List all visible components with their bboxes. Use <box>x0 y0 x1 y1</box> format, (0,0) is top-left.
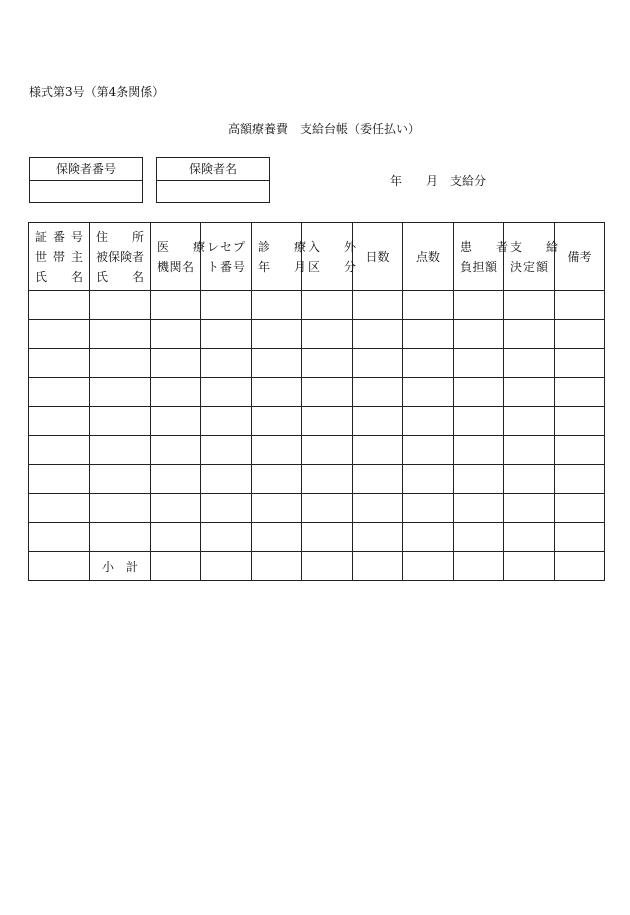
table-cell[interactable] <box>151 378 201 407</box>
insurer-number-label: 保険者番号 <box>30 158 142 181</box>
table-cell[interactable] <box>353 465 403 494</box>
table-cell[interactable] <box>403 552 454 581</box>
table-cell[interactable] <box>29 291 90 320</box>
table-cell[interactable] <box>454 349 504 378</box>
header-inpatient-outpatient: 入 外 区 分 <box>302 223 353 291</box>
table-cell[interactable] <box>201 320 252 349</box>
table-cell[interactable] <box>454 494 504 523</box>
table-cell[interactable] <box>201 378 252 407</box>
table-cell[interactable] <box>555 320 605 349</box>
table-cell[interactable] <box>201 494 252 523</box>
table-cell[interactable] <box>151 494 201 523</box>
table-cell[interactable] <box>252 349 302 378</box>
table-cell[interactable] <box>90 378 151 407</box>
table-cell[interactable] <box>29 523 90 552</box>
table-cell[interactable] <box>454 378 504 407</box>
table-cell[interactable] <box>302 436 353 465</box>
table-cell[interactable] <box>504 320 555 349</box>
table-cell[interactable] <box>353 523 403 552</box>
table-cell[interactable] <box>252 436 302 465</box>
table-cell[interactable] <box>151 552 201 581</box>
table-cell[interactable] <box>90 291 151 320</box>
table-cell[interactable] <box>201 407 252 436</box>
table-cell[interactable] <box>90 523 151 552</box>
header-points: 点数 <box>403 223 454 291</box>
table-cell[interactable] <box>252 291 302 320</box>
insurer-number-field[interactable] <box>30 181 142 203</box>
subtotal-row <box>29 552 605 581</box>
payment-ledger-table <box>28 222 605 581</box>
table-cell[interactable] <box>90 494 151 523</box>
table-cell[interactable] <box>302 523 353 552</box>
table-cell[interactable] <box>29 407 90 436</box>
table-cell[interactable] <box>302 320 353 349</box>
table-cell[interactable] <box>454 436 504 465</box>
header-patient-burden: 患 者 負担額 <box>454 223 504 291</box>
table-cell[interactable] <box>555 407 605 436</box>
table-cell[interactable] <box>555 494 605 523</box>
table-cell[interactable] <box>252 552 302 581</box>
table-cell[interactable] <box>252 494 302 523</box>
table-cell[interactable] <box>454 320 504 349</box>
table-cell[interactable] <box>151 465 201 494</box>
table-cell[interactable] <box>302 494 353 523</box>
table-cell[interactable] <box>454 552 504 581</box>
table-cell[interactable] <box>454 407 504 436</box>
table-cell[interactable] <box>555 523 605 552</box>
table-row <box>29 436 605 465</box>
table-cell[interactable] <box>403 291 454 320</box>
header-payment-amount: 支 給 決定額 <box>504 223 555 291</box>
table-cell[interactable] <box>504 465 555 494</box>
header-treatment-month: 診 療 年 月 <box>252 223 302 291</box>
table-cell[interactable] <box>454 523 504 552</box>
table-cell[interactable] <box>555 291 605 320</box>
table-cell[interactable] <box>353 407 403 436</box>
table-cell[interactable] <box>151 349 201 378</box>
table-cell[interactable] <box>29 349 90 378</box>
table-cell[interactable] <box>555 465 605 494</box>
table-cell[interactable] <box>29 494 90 523</box>
table-cell[interactable] <box>504 436 555 465</box>
subtotal-label: 小 計 <box>90 552 151 581</box>
table-cell[interactable] <box>151 320 201 349</box>
table-cell[interactable] <box>151 407 201 436</box>
table-cell[interactable] <box>302 378 353 407</box>
table-cell[interactable] <box>403 436 454 465</box>
table-cell[interactable] <box>252 465 302 494</box>
table-cell[interactable] <box>29 320 90 349</box>
table-cell[interactable] <box>403 320 454 349</box>
table-cell[interactable] <box>90 465 151 494</box>
table-cell[interactable] <box>353 436 403 465</box>
table-cell[interactable] <box>151 291 201 320</box>
table-row <box>29 407 605 436</box>
table-cell[interactable] <box>353 320 403 349</box>
table-cell[interactable] <box>403 407 454 436</box>
table-cell[interactable] <box>353 494 403 523</box>
table-cell[interactable] <box>90 407 151 436</box>
table-cell[interactable] <box>252 320 302 349</box>
document-title: 高額療養費 支給台帳（委任払い） <box>228 122 421 136</box>
table-cell[interactable] <box>403 349 454 378</box>
header-medical-institution: 医 療 機関名 <box>151 223 201 291</box>
table-cell[interactable] <box>504 523 555 552</box>
table-row <box>29 378 605 407</box>
table-cell[interactable] <box>90 349 151 378</box>
table-cell[interactable] <box>201 552 252 581</box>
header-certificate-number: 証 番 号 世 帯 主 氏 名 <box>29 223 90 291</box>
table-cell[interactable] <box>504 494 555 523</box>
table-cell[interactable] <box>252 378 302 407</box>
table-cell[interactable] <box>302 349 353 378</box>
insurer-number-box <box>29 157 143 203</box>
insurer-name-field[interactable] <box>157 181 269 203</box>
table-cell[interactable] <box>353 378 403 407</box>
table-cell[interactable] <box>403 378 454 407</box>
table-row <box>29 320 605 349</box>
table-cell[interactable] <box>454 291 504 320</box>
table-cell[interactable] <box>201 291 252 320</box>
table-cell[interactable] <box>504 291 555 320</box>
table-cell[interactable] <box>151 523 201 552</box>
header-remarks: 備考 <box>555 223 605 291</box>
table-row <box>29 349 605 378</box>
table-cell[interactable] <box>302 407 353 436</box>
table-cell[interactable] <box>353 291 403 320</box>
table-row <box>29 523 605 552</box>
table-cell[interactable] <box>201 523 252 552</box>
table-cell[interactable] <box>504 407 555 436</box>
table-cell[interactable] <box>403 465 454 494</box>
table-cell[interactable] <box>201 349 252 378</box>
table-cell[interactable] <box>403 523 454 552</box>
table-cell[interactable] <box>504 378 555 407</box>
table-cell[interactable] <box>504 349 555 378</box>
table-cell[interactable] <box>302 465 353 494</box>
insurer-name-box <box>156 157 270 203</box>
table-cell[interactable] <box>252 523 302 552</box>
table-cell[interactable] <box>555 436 605 465</box>
table-row <box>29 291 605 320</box>
table-cell[interactable] <box>302 291 353 320</box>
table-cell[interactable] <box>201 436 252 465</box>
insurer-name-label: 保険者名 <box>157 158 269 181</box>
table-cell[interactable] <box>353 552 403 581</box>
header-days: 日数 <box>353 223 403 291</box>
table-cell[interactable] <box>555 349 605 378</box>
table-cell[interactable] <box>403 494 454 523</box>
table-cell[interactable] <box>29 552 90 581</box>
table-cell[interactable] <box>90 436 151 465</box>
table-cell[interactable] <box>29 436 90 465</box>
table-cell[interactable] <box>151 436 201 465</box>
table-cell[interactable] <box>29 378 90 407</box>
table-cell[interactable] <box>454 465 504 494</box>
header-receipt-number: レセプ ト番号 <box>201 223 252 291</box>
ledger-body <box>29 291 605 581</box>
table-cell[interactable] <box>555 378 605 407</box>
payment-period: 年 月 支給分 <box>390 174 487 188</box>
table-cell[interactable] <box>201 465 252 494</box>
table-row <box>29 494 605 523</box>
table-row <box>29 465 605 494</box>
table-cell[interactable] <box>504 552 555 581</box>
header-address-insured-name: 住 所 被保険者 氏 名 <box>90 223 151 291</box>
table-cell[interactable] <box>29 465 90 494</box>
table-cell[interactable] <box>252 407 302 436</box>
table-cell[interactable] <box>90 320 151 349</box>
form-number: 様式第3号（第4条関係） <box>29 85 165 99</box>
table-cell[interactable] <box>555 552 605 581</box>
table-cell[interactable] <box>353 349 403 378</box>
table-cell[interactable] <box>302 552 353 581</box>
